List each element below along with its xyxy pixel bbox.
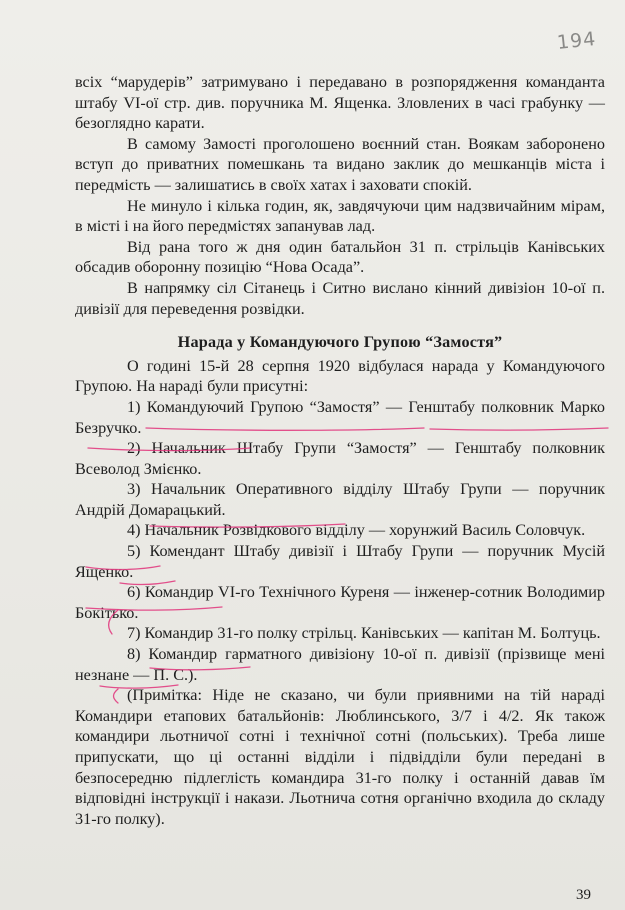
attendee-item: 3) Начальник Оперативного відділу Штабу Групи — поручник Андрій Домарацький. [75, 480, 605, 519]
attendee-item: 1) Командуючий Групою “Замостя” — Генштабу полковник Марко Безручко. [75, 397, 605, 437]
note-paragraph: (Примітка: Ніде не сказано, чи були приявними на тій нараді Командири етапових батальйонів: Люблинського, 3/7 і 4/2. Як також командири льотничої сотні і технічної сотні (польських). Треба лише припускати, що ці останні відділи і підвідділи були передані в безпосередню підлеглість командира 31-го полку і останній давав їм відповідні інструкції і накази. Льотнича сотня органічно входила до складу 31-го полку). [75, 686, 605, 828]
paragraph: В самому Замості проголошено воєнний стан. Воякам заборонено вступ до приватних помешкань та видано заклик до мешканців міста і передмість — залишатись в своїх хатах і заховати спокій. [75, 134, 605, 194]
page-number: 39 [576, 887, 591, 903]
paragraph: Від рана того ж дня один батальйон 31 п. стрільців Канівських обсадив оборонну позицію “Нова Осада”. [75, 237, 605, 277]
handwritten-page-number: 194 [555, 28, 598, 54]
paragraph: В напрямку сіл Сітанець і Ситно вислано кінний дивізіон 10-ої п. дивізії для переведення розвідки. [75, 278, 605, 318]
paragraph: Не минуло і кілька годин, як, завдячуючи цим надзвичайним мірам, в місті і на його передмістях запанував лад. [75, 196, 605, 236]
text-body [75, 72, 605, 829]
paragraph: всіх “марудерів” затримувано і передавано в розпорядження команданта штабу VI-ої стр. див. поручника М. Ященка. Зловлених в часі грабунку — безоглядно карати. [75, 73, 605, 133]
paragraph: О годині 15-й 28 серпня 1920 відбулася нарада у Командуючого Групою. На нараді були присутні: [75, 356, 605, 396]
attendee-item: 7) Командир 31-го полку стрільц. Канівських — капітан М. Болтуць. [127, 624, 601, 643]
attendee-item: 4) Начальник Розвідкового відділу — хорунжий Василь Соловчук. [127, 521, 586, 540]
attendee-item: 6) Командир VI-го Технічного Куреня — інженер-сотник Володимир Бокітько. [75, 583, 605, 622]
attendee-item: 2) Начальник Штабу Групи “Замостя” — Генштабу полковник Всеволод Змієнко. [75, 439, 605, 478]
attendee-item: 5) Комендант Штабу дивізії і Штабу Групи — поручник Мусій Ященко. [75, 542, 605, 581]
attendee-item: 8) Командир гарматного дивізіону 10-ої п. дивізії (прізвище мені незнане — П. С.). [75, 645, 605, 684]
section-heading: Нарада у Командуючого Групою “Замостя” [177, 333, 503, 352]
